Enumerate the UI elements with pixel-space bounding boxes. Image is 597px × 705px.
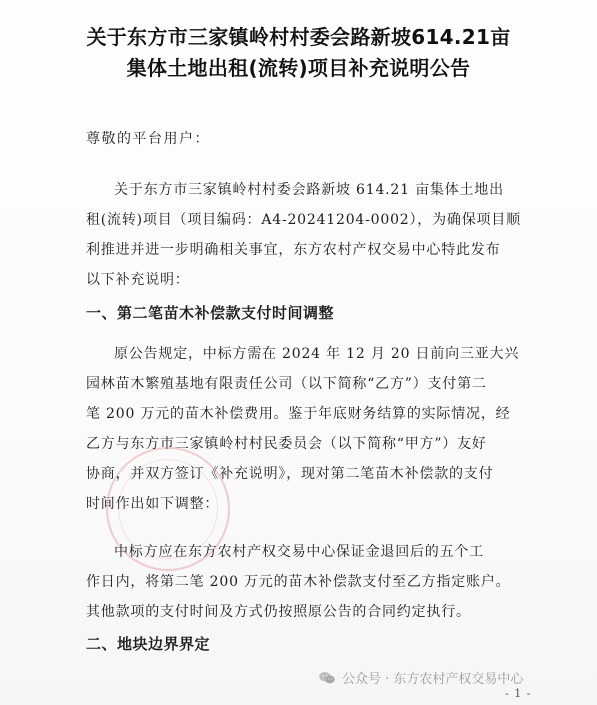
text-line: 笔 200 万元的苗木补偿费用。鉴于年底财务结算的实际情况，经 xyxy=(86,406,511,422)
watermark xyxy=(318,668,523,687)
section-heading-1: 一、第二笔苗木补偿款支付时间调整 xyxy=(86,304,335,322)
watermark-text: 公众号 · 东方农村产权交易中心 xyxy=(342,672,524,687)
text-line: 协商，并双方签订《补充说明》，现对第二笔苗木补偿款的支付 xyxy=(86,466,494,482)
section-heading-2: 二、地块边界界定 xyxy=(86,635,211,653)
title-line-2: 集体土地出租(流转)项目补充说明公告 xyxy=(126,56,471,80)
text-line: 中标方应在东方农村产权交易中心保证金退回后的五个工 xyxy=(114,544,484,560)
text-line: 作日内，将第二笔 200 万元的苗木补偿款支付至乙方指定账户。 xyxy=(86,574,511,590)
text-line: 乙方与东方市三家镇岭村村民委员会（以下简称“甲方”）友好 xyxy=(86,436,487,452)
text-line: 租(流转)项目（项目编码：A4-20241204-0002），为确保项目顺 xyxy=(86,212,521,228)
text-line: 关于东方市三家镇岭村村委会路新坡 614.21 亩集体土地出 xyxy=(114,182,504,198)
text-line: 其他款项的支付时间及方式仍按照原公告的合同约定执行。 xyxy=(86,604,471,620)
title-line-1: 关于东方市三家镇岭村村委会路新坡614.21亩 xyxy=(86,25,511,49)
document-title xyxy=(20,22,577,84)
text-line: 利推进并进一步明确相关事宜，东方农村产权交易中心特此发布 xyxy=(86,242,501,258)
text-line: 时间作出如下调整： xyxy=(86,496,220,512)
wechat-icon xyxy=(318,671,336,685)
section-1-paragraph-2 xyxy=(86,537,531,627)
page-number: - 1 - xyxy=(505,687,532,700)
intro-paragraph xyxy=(86,175,531,295)
salutation: 尊敬的平台用户： xyxy=(86,131,210,147)
text-line: 以下补充说明： xyxy=(86,272,190,288)
text-line: 园林苗木繁殖基地有限责任公司（以下简称“乙方”）支付第二 xyxy=(86,376,487,392)
text-line: 原公告规定，中标方需在 2024 年 12 月 20 日前向三亚大兴 xyxy=(114,346,520,362)
section-1-paragraph xyxy=(86,339,531,519)
